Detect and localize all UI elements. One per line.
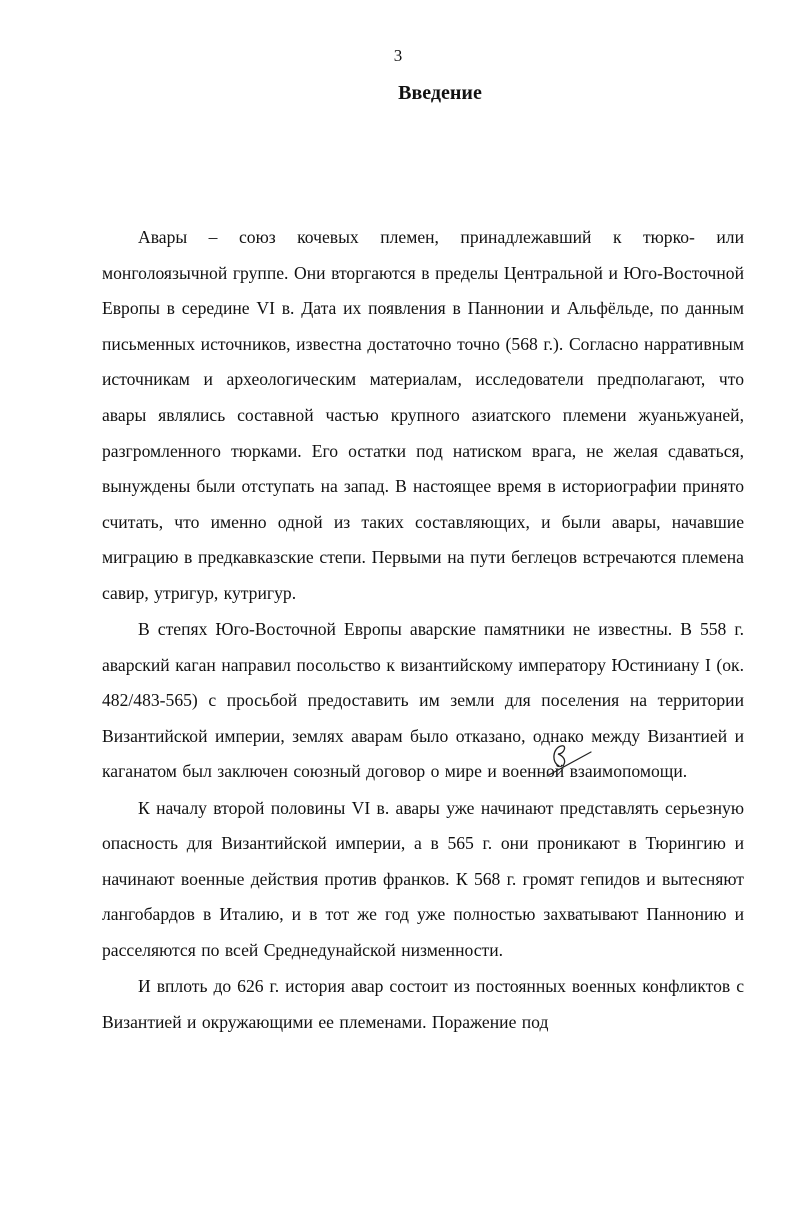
paragraph-2: В степях Юго-Восточной Европы аварские памятники не известны. В 558 г. аварский каган направил посольство к византийскому императору Юстиниану I (ок. 482/483-565) с просьбой предоставить им земли для поселения на территории Византийской империи, землях аварам было отказано, однако между Византией и каганатом был заключен союзный договор о мире и военной взаимопомощи. (102, 619, 744, 782)
paragraph-1: Авары – союз кочевых племен, принадлежавший к тюрко- или монголоязычной группе. Они вторгаются в пределы Центральной и Юго-Восточной Европы в середине VI в. Дата их появления в Паннонии и Альфёльде, по данным письменных источников, известна достаточно точно (568 г.). Согласно нарративным источникам и археологическим материалам, исследователи предполагают, что авары являлись составной частью крупного азиатского племени жуаньжуаней, разгромленного тюрками. Его остатки под натиском врага, не желая сдаваться, вынуждены были отступать на запад. В настоящее время в историографии принято считать, что именно одной из таких составляющих, и были авары, начавшие миграцию в предкавказские степи. Первыми на пути беглецов встречаются племена савир, утригур, кутригур. (102, 227, 744, 603)
page-title: Введение (398, 82, 482, 104)
paragraph-3: К началу второй половины VI в. авары уже начинают представлять серьезную опасность для Византийской империи, а в 565 г. они проникают в Тюрингию и начинают военные действия против франков. К 568 г. громят гепидов и вытесняют лангобардов в Италию, и в тот же год уже полностью захватывают Паннонию и расселяются по всей Среднедунайской низменности. (102, 797, 744, 960)
body-text (102, 220, 744, 1041)
paragraph-4: И вплоть до 626 г. история авар состоит из постоянных военных конфликтов с Византией и окружающими ее племенами. Поражение под (102, 975, 744, 1032)
page-number: 3 (393, 46, 403, 65)
